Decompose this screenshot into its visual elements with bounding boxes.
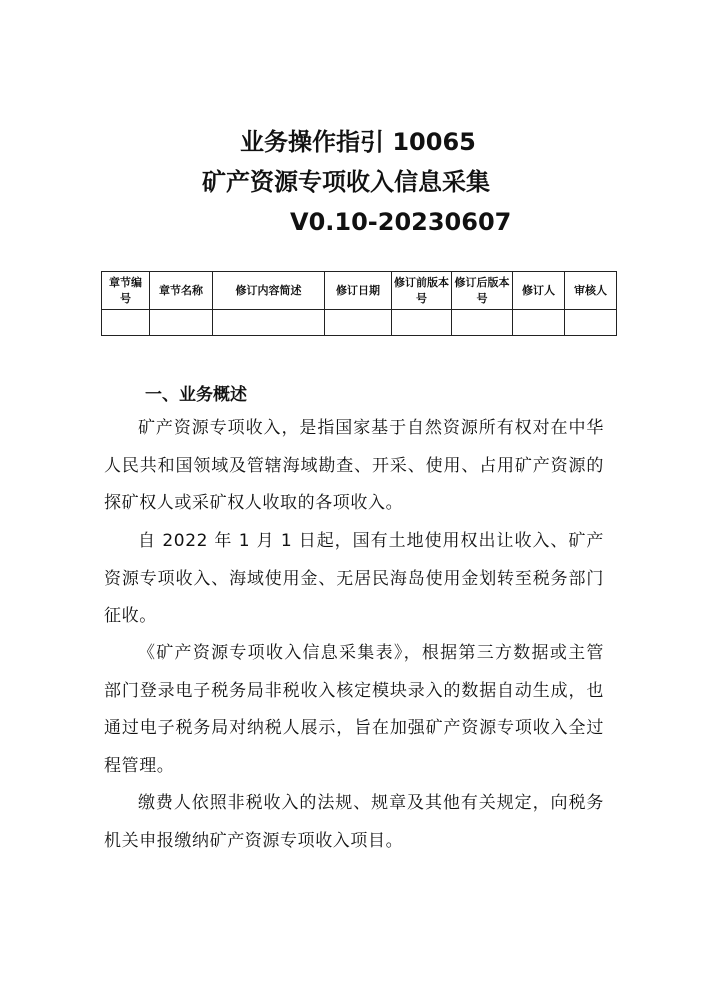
revision-history-table	[101, 271, 617, 336]
table-cell	[452, 310, 513, 336]
header-reviewer: 审核人	[565, 272, 617, 310]
section-heading: 一、业务概述	[145, 385, 247, 405]
header-chapter-number: 章节编号	[102, 272, 150, 310]
table-cell	[150, 310, 213, 336]
header-chapter-name: 章节名称	[150, 272, 213, 310]
table-cell	[513, 310, 565, 336]
table-cell	[325, 310, 392, 336]
header-version-before: 修订前版本号	[392, 272, 452, 310]
table-cell	[392, 310, 452, 336]
header-revision-summary: 修订内容简述	[213, 272, 325, 310]
paragraph-definition: 矿产资源专项收入，是指国家基于自然资源所有权对在中华人民共和国领域及管辖海域勘查、开采、使用、占用矿产资源的探矿权人或采矿权人收取的各项收入。	[104, 418, 604, 513]
paragraph-transfer: 自 2022 年 1 月 1 日起，国有土地使用权出让收入、矿产资源专项收入、海域使用金、无居民海岛使用金划转至税务部门征收。	[104, 531, 604, 626]
table-row	[102, 310, 617, 336]
title-line-1: 业务操作指引 10065	[240, 128, 476, 156]
table-cell	[565, 310, 617, 336]
table-header-row	[102, 272, 617, 310]
title-line-2: 矿产资源专项收入信息采集	[202, 168, 490, 196]
table-cell	[102, 310, 150, 336]
paragraph-collection-form: 《矿产资源专项收入信息采集表》，根据第三方数据或主管部门登录电子税务局非税收入核定模块录入的数据自动生成，也通过电子税务局对纳税人展示，旨在加强矿产资源专项收入全过程管理。	[104, 643, 604, 776]
header-revision-date: 修订日期	[325, 272, 392, 310]
header-reviser: 修订人	[513, 272, 565, 310]
table-cell	[213, 310, 325, 336]
header-version-after: 修订后版本号	[452, 272, 513, 310]
paragraph-payment: 缴费人依照非税收入的法规、规章及其他有关规定，向税务机关申报缴纳矿产资源专项收入项目。	[104, 793, 604, 851]
version-line: V0.10-20230607	[290, 208, 512, 236]
